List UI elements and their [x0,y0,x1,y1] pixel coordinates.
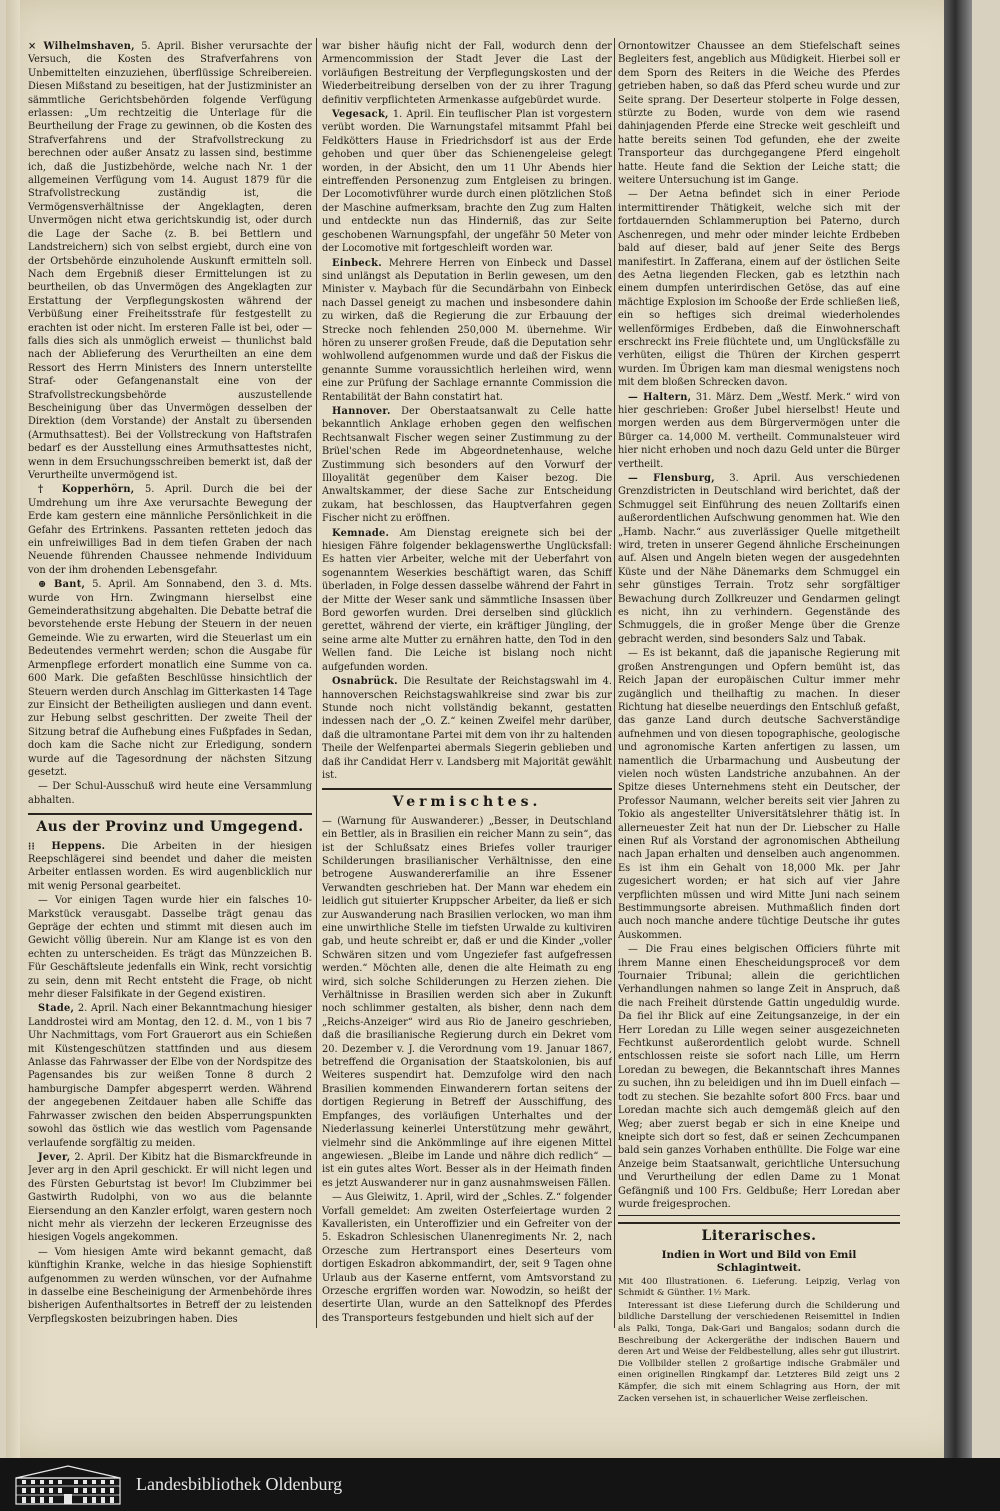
section-title-vermischtes: Vermischtes. [322,788,612,809]
article [28,483,312,577]
article [322,405,612,526]
library-name: Landesbibliothek Oldenburg [136,1474,343,1494]
column-1 [28,40,312,1445]
article-text: Die Arbeiten in der hiesigen Reepschlägerei sind beendet und daher die meisten Arbeiter entlassen worden. Es wird augenblicklich nur mit wenig Personal gearbeitet. [28,840,312,892]
article [618,647,900,942]
article-text: — (Warnung für Auswanderer.) „Besser, in Deutschland ein Bettler, als in Brasilien ein reicher Mann zu sein“, das ist der Schlußsatz eines Briefes voller trauriger Schilderungen brasilianischer Verhältnisse, den eine betrogene Auswandererfamilie an ihre Essener Verwandten geschrieben hat. Der Mann war ehedem ein leidlich gut situierter Kruppscher Arbeiter, da ließ er sich zur Auswanderung nach Brasilien verlocken, wo man ihm eine unwirthliche Stelle im tiefsten Urwalde zu kultiviren gab, und heute schreibt er, daß er und die Kinder „voller Schwären sitzen und vom Ungeziefer fast aufgefressen werden.“ Möchten alle, denen die alte Heimath zu eng wird, sich solche Schilderungen zu Herzen ziehen. Die Verhältnisse in Brasilien werden sich aber in Zukunft noch schlimmer gestalten, als bisher, denn nach dem „Reichs-Anzeiger“ wird aus Rio de Janeiro geschrieben, daß die brasilianische Regierung durch ein Dekret vom 20. Dezember v. J. die Verordnung vom 19. Januar 1867, betreffend die Organisation der Staatskolonien, bis auf Weiteres suspendirt hat. Demzufolge wird den nach Brasilien kommenden Einwanderern fortan seitens der dortigen Regierung in Betreff der Ausschiffung, des Empfanges, des vorläufigen Unterhaltes und der Niederlassung keinerlei Unterstützung mehr gewährt, vielmehr sind die Ankömmlinge auf ihre eigenen Mittel angewiesen. „Bleibe im Lande und nähre dich redlich“ — ist ein gutes altes Wort. Besser als in der Heimath finden es jetzt Auswanderer nur in ganz ausnahmsweisen Fällen. [322,815,612,1189]
article-text: war bisher häufig nicht der Fall, wodurch denn der Armencommission der Stadt Jever die Last der vorläufigen Bestreitung der Verpflegungskosten und der Wiederbeitreibung derselben von der zu ihrer Tragung definitiv verpflichteten Armenkasse aufgebürdet wurde. [322,41,612,106]
column-2 [322,40,612,1445]
article-text: — Vom hiesigen Amte wird bekannt gemacht, daß künftighin Kranke, welche in das hiesige Sophienstift aufgenommen zu werden wünschen, vor der Aufnahme in dasselbe eine Bescheinigung der Armenbehörde ihres bisherigen Aufenthaltsortes in Betreff der zu leistenden Verpflegskosten beizubringen haben. Dies [28,1246,312,1325]
page-gutter [6,0,20,1458]
library-building-logo [14,1464,122,1506]
article-text: — Der Aetna befindet sich in einer Periode intermittirender Thätigkeit, welche sich mit der fortdauernden Schlammeruption bei Paterno, durch Aschenregen, und mehr oder minder leichte Erdbeben bald auf dieser, bald auf jener Seite des Bergs manifestirt. In Zafferana, einem auf der östlichen Seite des Aetna liegenden Flecken, gab es letzthin nach einem dumpfen unterirdischen Getöse, das auf eine mächtige Explosion im Schooße der Erde schließen ließ, ein so heftiges sich dreimal wiederholendes wellenförmiges Erdbeben, daß die Einwohnerschaft erschreckt ins Freie flüchtete und, um Unglücksfälle zu verhüten, eiligst die Thüren der Kirchen gesperrt wurden. Im Übrigen kam man diesmal wenigstens noch mit dem bloßen Schrecken davon. [618,189,900,389]
column-divider [316,38,317,1328]
article-text: — Es ist bekannt, daß die japanische Regierung mit großen Anstrengungen und Opfern bemüht ist, das Reich Japan der europäischen Cultur immer mehr zugänglich und theilhaftig zu machen. In dieser Richtung hat dieselbe neuerdings den Entschluß gefaßt, das ganze Land durch deutsche Sachverständige aufnehmen und von diesen topographische, geologische und agronomische Karten anfertigen zu lassen, um namentlich die Urbarmachung und Ausbeutung der vielen noch wüsten Landstriche anzubahnen. An der Spitze dieses Unternehmens steht ein Deutscher, der Professor Naumann, welcher bereits seit vier Jahren zu Tokio als angestellter Universitätslehrer thätig ist. In allerneuester Zeit hat nun der Dr. Liebscher zu Halle einen Ruf als Vorstand der agronomischen Abtheilung nach Japan erhalten und denselben auch angenommen. Es ist ihm ein Gehalt von 18,000 Mk. per Jahr zugesichert worden; er hat sich auf vier Jahre verpflichten müssen und wird Mitte Juni nach seinem Bestimmungsorte abreisen. Muthmaßlich finden dort auch noch manche andere tüchtige Deutsche ihr gutes Auskommen. [618,648,900,941]
section-title-literarisches: Literarisches. [618,1222,900,1243]
article-text: — Die Frau eines belgischen Officiers führte mit ihrem Manne einen Ehescheidungsproceß vor dem Tournaier Tribunal; allein die gerichtlichen Verhandlungen nahmen so lange Zeit in Anspruch, daß die nach Freiheit dürstende Gattin ungeduldig wurde. Da fiel ihr Blick auf eine Zeitungsanzeige, in der ein Herr Loredan zu Lille wegen seiner ausgezeichneten Fechtkunst außerordentlich gelobt wurde. Schnell entschlossen reiste sie sofort nach Lille, um Herrn Loredan zu bewegen, die Bekanntschaft ihres Mannes zu suchen, ihn zu beleidigen und ihn im Duell einfach — todt zu stechen. Sie bezahlte sofort 800 Frcs. baar und Loredan machte sich auch demgemäß gleich auf den Weg; aber zuerst begab er sich in eine Kneipe und kneipte sich dort so fest, daß er seinen Zechcumpanen bald sein ganzes Vorhaben enthüllte. Die Folge war eine Anzeige beim Staatsanwalt, gerichtliche Untersuchung und Verurtheilung der edlen Dame zu 1 Monat Gefängniß und 100 Frs. Geldbuße; Herr Loredan aber wurde freigesprochen. [618,944,900,1210]
article-text: 2. April. Nach einer Bekanntmachung hiesiger Landdrostei wird am Montag, den 12. d. M., von 1 bis 7 Uhr Nachmittags, vom Fort Grauerort aus ein Schießen mit Küstengeschützen stattfinden und aus diesem Anlasse das Fahrwasser der Elbe von der Nordspitze des Pagensandes bis zur weißen Tonne 8 durch 2 hamburgische Dampfer abgesperrt werden. Während der angegebenen Zeitdauer haben alle Schiffe das Fahrwasser zwischen den beiden Absperrungspunkten sowohl das östlich wie das westlich vom Pagensande verlaufende sorgfältig zu meiden. [28,1003,312,1149]
article-dateline: — Flensburg, [628,473,716,484]
article [28,40,312,482]
article-text: Ornontowitzer Chaussee an dem Stiefelschaft seines Begleiters fest, angeblich aus Müdigkeit. Hierbei soll er dem Sporn des Reiters in die Weiche des Pferdes getrieben haben, so daß das Pferd scheu wurde und zur Seite sprang. Der Deserteur stolperte in Folge dessen, stürzte zu Boden, wurde von dem wie rasend dahinjagenden Pferde eine Strecke weit geschleift und hatte bereits seinen Tod gefunden, ehe der zweite Transporteur das durchgegangene Pferd eingeholt hatte. Heute fand die Sektion der Leiche statt; die weitere Untersuchung ist im Gange. [618,41,900,187]
article [322,108,612,255]
article [28,780,312,807]
article-dateline: ⁞⁞ Heppens. [28,840,106,852]
book-review: Interessant ist diese Lieferung durch die Schilderung und bildliche Darstellung der verschiedenen Reisemittel in Indien als Palki, Tonga, Dak-Gari und Bangalos; sodann durch die Beschreibung der Ackergeräthe der indischen Bauern und deren Art und Weise der Feldbestellung, alles sehr gut illustrirt. Die Vollbilder stellen 2 großartige indische Grabmäler und einen originellen Ringkampf dar. Letzteres Bild zeigt uns 2 Kämpfer, die sich mit einem Schlagring aus Horn, der mit Zacken versehen ist, in schauerlicher Weise zerfleischen. [618,1300,900,1404]
article [28,894,312,1001]
article-text: 5. April. Am Sonnabend, den 3. d. Mts. wurde von Hrn. Zwingmann hierselbst eine Gemeinderathsitzung abgehalten. Die Debatte betraf die bevorstehende erste Hebung der Steuern in der neuen Gemeinde. Wie zu erwarten, wird die Steuerlast um ein Bedeutendes vermehrt werden; schon die Ausgabe für Armenpflege erfordert monatlich eine Summe von ca. 600 Mark. Die gefaßten Beschlüsse hinsichtlich der Steuern werden durch Anschlag im Gitterkasten 14 Tage zur Einsicht der Betheiligten ausliegen und dann event. zur Hebung selbst geschritten. Der zweite Theil der Sitzung betraf die Aufhebung eines Fußpfades in Sedan, doch kam die Sache nicht zur Erledigung, sondern wurde auf die Tagesordnung der nächsten Sitzung gesetzt. [28,579,312,778]
article [322,1191,612,1325]
article [618,40,900,187]
article-dateline: Einbeck. [332,257,382,269]
article-text: 5. April. Durch die bei der Umdrehung um ihre Axe verursachte Bewegung der Erde kam gestern eine männliche Persönlichkeit in die Gefahr des Ertrinkens. Passanten retteten jedoch das ein unfreiwilliges Bad in dem tiefen Graben der nach Neuende führenden Chaussee nehmende Individuum von der ihm drohenden Lebensgefahr. [28,484,312,576]
newspaper-page [6,0,972,1458]
column-3 [618,40,900,1445]
article [322,40,612,107]
binding-edge [944,0,972,1458]
section-title-provinz: Aus der Provinz und Umgegend. [28,813,312,834]
article-text: — Der Schul-Ausschuß wird heute eine Versammlung abhalten. [28,781,312,806]
article [618,391,900,471]
article-dateline: — Haltern, [628,391,692,403]
article [322,675,612,782]
article [28,1246,312,1326]
article-dateline: Kemnade. [332,527,390,539]
article-dateline: Jever, [38,1151,71,1163]
book-details: Mit 400 Illustrationen. 6. Lieferung. Leipzig, Verlag von Schmidt & Günther. 1½ Mark. [618,1276,900,1299]
article-dateline: Osnabrück. [332,676,398,688]
article-dateline: Stade, [38,1003,75,1015]
article [618,943,900,1211]
article-text: 5. April. Bisher verursachte der Versuch, die Kosten des Strafverfahrens von Unbemittelten einzuziehen, überflüssige Schreibereien. Diesen Mißstand zu beseitigen, hat der Justizminister an sämmtliche Gerichtsbehörden folgende Verfügung erlassen: „Um rechtzeitig die Unterlage für die Beurtheilung der Frage zu gewinnen, ob die Kosten des Strafverfahrens und der Strafvollstreckung zu berechnen oder außer Ansatz zu lassen sind, bestimme ich, daß die Justizbehörde, welche nach Nr. 1 der allgemeinen Verfügung vom 14. August 1879 für die Strafvollstreckung zuständig ist, die Vermögensverhältnisse der Angeklagten, deren Unvermögen nicht etwa gerichtskundig ist, oder durch die Lage der Sache (z. B. bei Bettlern und Landstreichern) sich von selbst ergiebt, durch eine von der Ortsbehörde einzuholende Auskunft ermitteln soll. Nach dem Ergebniß dieser Ermittelungen ist zu beurtheilen, ob das Unvermögen des Angeklagten zur Erstattung der Verpflegungskosten während der Verbüßung einer Freiheitsstrafe für festgestellt zu erachten ist oder nicht. Im ersteren Falle ist bei, oder — falls dies sich als unmöglich erweist — thunlichst bald nach der Ablieferung des Verurtheilten an eine dem Ressort des Herrn Ministers des Innern unterstellte Straf- oder Gefangenanstalt eine von der Strafvollstreckungsbehörde auszustellende Bescheinigung über das Unvermögen desselben der Direktion (dem Vorstande) der Anstalt zu übersenden (Armuthsattest). Bei der Vollstreckung von Haftstrafen bedarf es der Ausstellung eines Armuthsattestes nicht, wenn in dem Ersuchungsschreiben bemerkt ist, daß der Verurtheilte unvermögend ist. [28,41,312,481]
article-text: 2. April. Der Kibitz hat die Bismarckfreunde in Jever arg in den April geschickt. Er will nicht legen und des Fürsten Geburtstag ist bevor! Im Clubzimmer bei Gastwirth Rudolphi, von wo aus die belannte Eiersendung an den Kanzler erfolgt, waren gestern noch nicht mehr als vierzehn der leckeren Erzeugnisse des hiesigen Vogels angekommen. [28,1151,312,1244]
article-dateline: × Wilhelmshaven, [28,41,135,52]
article-text: Die Resultate der Reichstagswahl im 4. hannoverschen Reichstagswahlkreise sind zwar bis zur Stunde noch nicht vollständig bekannt, gestatten indessen nach der „O. Z.“ keinen Zweifel mehr darüber, daß die ultramontane Partei mit dem von ihr zu haltenden Theile der Welfenpartei abermals Siegerin geblieben und daß ihr Candidat Herr v. Landsberg mit Majorität gewählt ist. [322,676,612,781]
article-text: 31. März. Dem „Westf. Merk.“ wird von hier geschrieben: Großer Jubel hierselbst! Heute und morgen werden aus dem Bürgervermögen unter die Bürger ca. 14,000 M. vertheilt. Communalsteuer wird hier nicht erhoben und noch dazu Geld unter die Bürger vertheilt. [618,391,900,470]
article [322,815,612,1190]
article-dateline: Hannover. [332,405,391,417]
column-divider [614,38,615,1328]
article-text: — Vor einigen Tagen wurde hier ein falsches 10-Markstück verausgabt. Dasselbe trägt genau das Gepräge der echten und stimmt mit diesen auch im Gewicht völlig überein. Nur am Klange ist es von den echten zu unterscheiden. Es trägt das Münzzeichen B. Für Geschäftsleute jedenfalls ein Wink, recht vorsichtig zu sein, denn mit Recht entsteht die Frage, ob nicht mehr dieser Falsifikate in der Gegend existiren. [28,895,312,1001]
library-footer [0,1458,1000,1511]
article [322,257,612,404]
article-text: 1. April. Ein teuflischer Plan ist vorgestern verübt worden. Die Warnungstafel mitsammt Pfahl bei Feldkötters Hause in Friedrichsdorf ist aus der Erde gehoben und quer über das Schienengeleise gelegt worden, in der Absicht, den um 11 Uhr Abends hier eintreffenden Personenzug zum Entgleisen zu bringen. Der Locomotivführer wurde durch einen plötzlichen Stoß der Maschine aufmerksam, brachte den Zug zum Halten und entdeckte nun das Hinderniß, das zur Seite geschobenen Warnungspfahl, der ungefähr 50 Meter von der Locomotive mit fortgeschleift worden war. [322,109,612,255]
article-dateline: ⊕ Bant, [38,579,86,591]
article [28,840,312,894]
article-text: Der Oberstaatsanwalt zu Celle hatte bekanntlich Anklage erhoben gegen den welfischen Rechtsanwalt Fischer wegen seiner Zustimmung zu der Brüel'schen Rede im Abgeordnetenhause, welche Zustimmung sich besonders auf den Vorwurf der Illoyalität gegenüber dem Kaiser bezog. Die Anwaltskammer, der diese Sache zur Entscheidung zukam, hat beschlossen, das Hauptverfahren gegen Fischer nicht zu eröffnen. [322,405,612,525]
article-text: 3. April. Aus verschiedenen Grenzdistricten in Deutschland wird berichtet, daß der Schmuggel seit Einführung des neuen Zolltarifs einen außerordentlichen Aufschwung genommen hat. Wie den „Hamb. Nachr.“ aus zuverlässiger Quelle mitgetheilt wird, treten in unserer Gegend ähnliche Erscheinungen auf. Alsen und Angeln bieten wegen der ausgedehnten Küste und der Nähe Dänemarks dem Schmuggel ein sehr günstiges Terrain. Trotz sehr sorgfältiger Bewachung durch Zollkreuzer und Gendarmen gelingt es nicht, ihn zu verhindern. Gegenstände des Schmuggels, die in großer Menge über die Grenze gebracht werden, sind besonders Salz und Tabak. [618,473,900,645]
article [618,188,900,389]
book-title: Indien in Wort und Bild von Emil Schlagintweit. [661,1248,857,1275]
article [28,578,312,779]
article-dateline: Vegesack, [332,109,389,121]
section-divider [618,1215,900,1216]
article-dateline: † Kopperhörn, [38,484,135,496]
article [618,472,900,646]
article-text: Mehrere Herren von Einbeck und Dassel sind unlängst als Deputation in Berlin gewesen, um den Minister v. Maybach für die Secundärbahn von Einbeck nach Dassel geneigt zu machen und insbesondere dahin zu wirken, daß die Regierung die zur Erbauung der Strecke noch fehlenden 250,000 M. übernehme. Wir hören zu unserer großen Freude, daß die Deputation sehr wohlwollend aufgenommen wurde und daß der Fiskus die genannte Summe voraussichtlich herleihen wird, wenn eine zur Prüfung der Sachlage ernannte Commission die Rentabilität der Bahn constatirt hat. [322,257,612,403]
article-text: Am Dienstag ereignete sich bei der hiesigen Fähre folgender beklagenswerthe Unglücksfall: Es hatten vier Arbeiter, welche mit der Ueberfahrt von sogenanntem Weserkies beschäftigt waren, das Schiff überladen, in Folge dessen dasselbe während der Fahrt in der Mitte der Weser sank und sämmtliche Insassen über Bord geworfen wurden. Drei derselben sind glücklich gerettet, während der vierte, ein kräftiger Jüngling, der seine arme alte Mutter zu ernähren hatte, den Tod in den Wellen fand. Die Leiche ist bislang noch nicht aufgefunden worden. [322,527,612,673]
article [322,527,612,674]
article-text: — Aus Gleiwitz, 1. April, wird der „Schles. Z.“ folgender Vorfall gemeldet: Am zweiten Osterfeiertage wurden 2 Kavalleristen, ein Unteroffizier und ein Gefreiter von der 5. Eskadron Schlesischen Ulanenregiments Nr. 2, nach Orzesche zum Hertransport eines Deserteurs vom dortigen Eskadron abkommandirt, der, seit 9 Tagen ohne Urlaub aus der Kaserne entfernt, vom Amtsvorstand zu Orzesche ergriffen worden war. Nowodzin, so heißt der desertirte Ulan, wurde an den Sattelknopf des Pferdes des Transporteurs festgebunden und hielt sich auf der [322,1192,612,1324]
article [28,1151,312,1245]
article [28,1002,312,1149]
